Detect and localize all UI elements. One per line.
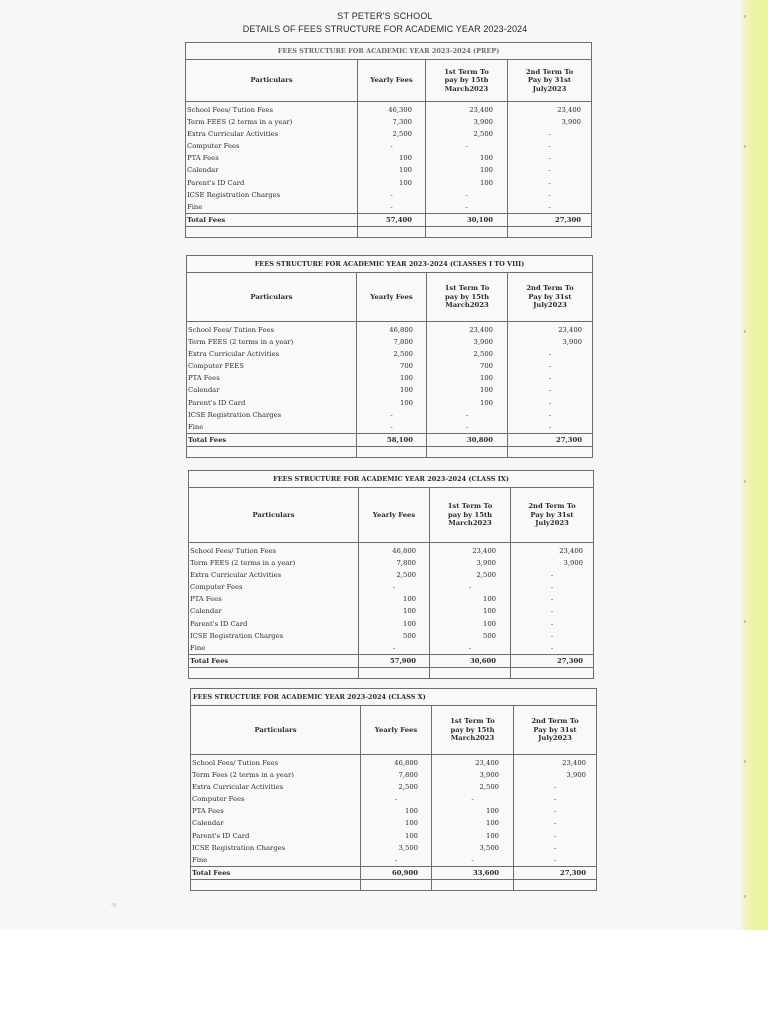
row-label: Parent's ID Card — [190, 619, 248, 628]
yearly-fees-column — [357, 322, 427, 446]
row-label: Parent's ID Card — [187, 178, 245, 187]
fee-cell: - — [471, 795, 474, 804]
total-cell: 30,100 — [426, 213, 507, 226]
fee-cell: 2,500 — [479, 783, 499, 792]
fee-cell: - — [548, 142, 551, 151]
edge-mark — [744, 760, 746, 763]
header-particulars: Particulars — [187, 273, 357, 321]
fee-cell: 2,500 — [476, 571, 496, 580]
fee-cell: 23,400 — [559, 547, 583, 555]
edge-mark — [744, 620, 746, 623]
row-label: School Fees/ Tution Fees — [192, 759, 279, 767]
fee-cell: 3,500 — [398, 843, 418, 852]
row-label: ICSE Registration Charges — [192, 843, 286, 852]
fee-cell: 100 — [403, 595, 416, 604]
fee-cell: 700 — [480, 362, 493, 371]
edge-mark — [744, 330, 746, 333]
total-cell: 27,300 — [508, 433, 592, 446]
fee-cell: 46,800 — [394, 759, 418, 767]
fee-cell: - — [550, 643, 554, 652]
fee-cell: 3,900 — [561, 118, 581, 127]
document-subtitle: DETAILS OF FEES STRUCTURE FOR ACADEMIC YEAR 2023-2024 — [242, 24, 528, 34]
fee-cell: 100 — [480, 374, 493, 383]
total-cell: 57,900 — [359, 654, 429, 667]
fee-cell: - — [465, 142, 468, 151]
fee-cell: 3,900 — [476, 559, 496, 568]
table-footer-row — [189, 667, 593, 678]
row-label: School Fees/ Tution Fees — [188, 326, 275, 334]
fee-cell: 100 — [400, 398, 413, 407]
total-cell: 30,600 — [430, 654, 510, 667]
edge-mark — [744, 145, 746, 148]
fee-cell: 23,400 — [562, 759, 586, 767]
row-label: Extra Curricular Activities — [190, 571, 282, 580]
row-label: ICSE Registration Charges — [187, 190, 281, 199]
fee-cell: - — [465, 190, 468, 199]
row-label: Extra Curricular Activities — [192, 783, 284, 792]
fee-cell: - — [465, 202, 468, 211]
header-yearly: Yearly Fees — [359, 488, 430, 542]
fee-cell: - — [553, 855, 557, 864]
total-label: Total Fees — [186, 213, 357, 226]
fee-cell: 100 — [483, 607, 496, 616]
row-label: Computer FEES — [188, 362, 244, 371]
fee-cell: 100 — [400, 374, 413, 383]
fee-cell: 23,400 — [475, 759, 499, 767]
fee-cell: 500 — [403, 631, 416, 640]
fee-cell: 46,800 — [389, 326, 413, 334]
fee-cell: - — [390, 410, 393, 419]
fee-cell: - — [553, 783, 557, 792]
row-label: Computer Fees — [192, 795, 245, 804]
header-term1: 1st Term To pay by 15th March2023 — [426, 60, 508, 101]
fee-cell: 2,500 — [473, 130, 493, 139]
fee-cell: 100 — [403, 607, 416, 616]
fee-cell: 23,400 — [469, 326, 493, 334]
row-label: PTA Fees — [190, 595, 222, 604]
fee-cell: - — [550, 607, 554, 616]
fee-cell: - — [390, 202, 393, 211]
row-label: Term FEES (2 terms in a year) — [190, 559, 296, 568]
fee-cell: 46,800 — [392, 547, 416, 555]
header-yearly: Yearly Fees — [358, 60, 426, 101]
term1-column — [432, 755, 514, 879]
scan-mark: ·v — [111, 902, 117, 909]
row-label: Computer Fees — [190, 583, 243, 592]
term2-column — [508, 102, 591, 226]
total-cell: 30,800 — [427, 433, 507, 446]
fee-cell: 2,500 — [398, 783, 418, 792]
fee-cell: 100 — [486, 819, 499, 828]
row-label: Parent's ID Card — [192, 831, 250, 840]
fee-cell: - — [465, 410, 469, 419]
fee-cell: 3,900 — [479, 771, 499, 780]
fees-table-class-10 — [190, 688, 597, 891]
table-body — [187, 322, 592, 446]
page-edge-highlight — [742, 0, 768, 930]
table-title: FEES STRUCTURE FOR ACADEMIC YEAR 2023-2024 (CLASS IX) — [189, 471, 593, 488]
fee-cell: 2,500 — [396, 571, 416, 580]
total-label: Total Fees — [189, 654, 358, 667]
row-label: Computer Fees — [187, 142, 240, 151]
row-label: Parent's ID Card — [188, 398, 246, 407]
row-label: PTA Fees — [187, 154, 219, 163]
fee-cell: - — [548, 362, 552, 371]
table-body — [186, 102, 591, 226]
fee-cell: - — [553, 795, 557, 804]
total-cell: 58,100 — [357, 433, 426, 446]
table-body — [191, 755, 596, 879]
fee-cell: - — [550, 571, 554, 580]
fee-cell: - — [390, 142, 393, 151]
fee-cell: - — [553, 831, 557, 840]
row-label: Extra Curricular Activities — [187, 130, 279, 139]
fee-cell: - — [550, 619, 554, 628]
header-term2: 2nd Term To Pay by 31st July2023 — [531, 717, 579, 743]
total-cell: 33,600 — [432, 866, 513, 879]
fee-cell: 100 — [480, 166, 493, 175]
fee-cell: - — [548, 398, 552, 407]
edge-mark — [744, 895, 746, 898]
fees-table-prep — [185, 42, 592, 238]
fee-cell: - — [468, 643, 472, 652]
particulars-column — [186, 102, 358, 226]
fee-cell: - — [548, 178, 551, 187]
fee-cell: 100 — [399, 178, 412, 187]
fee-cell: - — [548, 166, 551, 175]
table-title: FEES STRUCTURE FOR ACADEMIC YEAR 2023-2024 (CLASSES I TO VIII) — [187, 256, 592, 273]
fee-cell: - — [548, 374, 552, 383]
header-term1: 1st Term To pay by 15th March2023 — [432, 706, 514, 754]
fee-cell: 2,500 — [392, 130, 412, 139]
total-cell: 57,400 — [358, 213, 425, 226]
fee-cell: 7,300 — [392, 118, 412, 127]
fee-cell: - — [548, 410, 552, 419]
term2-column — [514, 755, 596, 879]
total-cell: 27,300 — [514, 866, 596, 879]
fee-cell: 100 — [405, 807, 418, 816]
fee-cell: - — [471, 855, 474, 864]
fee-cell: - — [550, 595, 554, 604]
header-yearly: Yearly Fees — [361, 706, 432, 754]
fee-cell: - — [548, 422, 552, 431]
fee-cell: 3,900 — [473, 338, 493, 347]
fee-cell: 100 — [486, 831, 499, 840]
fee-cell: - — [550, 583, 554, 592]
fee-cell: - — [548, 154, 551, 163]
fee-cell: 100 — [405, 831, 418, 840]
fee-cell: 3,900 — [563, 559, 583, 568]
particulars-column — [191, 755, 361, 879]
fee-cell: 500 — [483, 631, 496, 640]
fee-cell: 100 — [480, 154, 493, 163]
row-label: Fine — [187, 202, 203, 211]
table-title: FEES STRUCTURE FOR ACADEMIC YEAR 2023-2024 (PREP) — [186, 43, 591, 60]
term2-column — [511, 543, 593, 667]
total-cell: 60,900 — [361, 866, 431, 879]
fee-cell: 100 — [403, 619, 416, 628]
fee-cell: 3,500 — [479, 843, 499, 852]
row-label: School Fees/ Tution Fees — [190, 547, 277, 555]
yearly-fees-column — [361, 755, 432, 879]
header-term1: 1st Term To pay by 15th March2023 — [430, 488, 511, 542]
table-footer-row — [187, 446, 592, 457]
fee-cell: 100 — [480, 178, 493, 187]
fee-cell: 2,500 — [393, 350, 413, 359]
fee-cell: 100 — [399, 154, 412, 163]
fee-cell: 100 — [405, 819, 418, 828]
row-label: Term FEES (2 terms in a year) — [187, 118, 293, 127]
fee-cell: - — [553, 819, 557, 828]
row-label: Fine — [188, 422, 204, 431]
term1-column — [430, 543, 511, 667]
row-label: Calendar — [192, 819, 224, 828]
particulars-column — [187, 322, 357, 446]
header-term1: 1st Term To pay by 15th March2023 — [427, 273, 508, 321]
fee-cell: 100 — [399, 166, 412, 175]
fee-cell: - — [390, 422, 393, 431]
fee-cell: 3,900 — [562, 338, 582, 347]
fee-cell: 46,300 — [388, 106, 412, 114]
fee-cell: 100 — [483, 619, 496, 628]
table-body — [189, 543, 593, 667]
row-label: School Fees/ Tution Fees — [187, 106, 274, 114]
header-particulars: Particulars — [191, 706, 361, 754]
fee-cell: - — [548, 350, 552, 359]
fee-cell: 3,900 — [566, 771, 586, 780]
term1-column — [427, 322, 508, 446]
fee-cell: - — [392, 643, 396, 652]
fee-cell: - — [390, 190, 393, 199]
fee-cell: - — [392, 583, 396, 592]
fee-cell: 100 — [480, 398, 493, 407]
fees-table-class-9 — [188, 470, 594, 679]
fee-cell: 7,800 — [393, 338, 413, 347]
fee-cell: - — [553, 807, 557, 816]
term1-column — [426, 102, 508, 226]
table-footer-row — [191, 879, 596, 890]
fee-cell: - — [548, 190, 551, 199]
total-label: Total Fees — [191, 866, 360, 879]
fee-cell: - — [548, 202, 551, 211]
row-label: Term FEES (2 terms in a year) — [188, 338, 294, 347]
fee-cell: - — [394, 855, 398, 864]
fee-cell: 23,400 — [557, 106, 581, 114]
particulars-column — [189, 543, 359, 667]
table-footer-row — [186, 226, 591, 237]
fee-cell: 2,500 — [473, 350, 493, 359]
header-term2: 2nd Term To Pay by 31st July2023 — [525, 67, 574, 93]
fee-cell: 700 — [400, 362, 413, 371]
header-particulars: Particulars — [189, 488, 359, 542]
edge-mark — [744, 15, 746, 18]
school-name: ST PETER'S SCHOOL — [337, 11, 433, 21]
fee-cell: 100 — [400, 386, 413, 395]
row-label: ICSE Registration Charges — [188, 410, 282, 419]
row-label: PTA Fees — [192, 807, 224, 816]
fee-cell: - — [550, 631, 554, 640]
row-label: Extra Curricular Activities — [188, 350, 280, 359]
row-label: Fine — [190, 643, 206, 652]
fee-cell: 23,400 — [472, 547, 496, 555]
fee-cell: 23,400 — [558, 326, 582, 334]
fee-cell: 100 — [480, 386, 493, 395]
header-term2: 2nd Term To Pay by 31st July2023 — [528, 502, 576, 528]
row-label: Fine — [192, 855, 208, 864]
fee-cell: 23,400 — [469, 106, 493, 114]
fee-cell: 7,800 — [396, 559, 416, 568]
fee-cell: - — [548, 130, 551, 139]
fees-table-classes-1-8 — [186, 255, 593, 458]
row-label: Calendar — [188, 386, 220, 395]
row-label: Calendar — [187, 166, 219, 175]
fee-cell: 7,800 — [398, 771, 418, 780]
fee-cell: - — [394, 795, 398, 804]
header-term2: 2nd Term To Pay by 31st July2023 — [526, 284, 574, 310]
fee-cell: 3,900 — [473, 118, 493, 127]
fee-cell: - — [468, 583, 472, 592]
fee-cell: 100 — [486, 807, 499, 816]
fee-cell: - — [465, 422, 469, 431]
total-cell: 27,300 — [508, 213, 591, 226]
header-particulars: Particulars — [186, 60, 358, 101]
row-label: Term Fees (2 terms in a year) — [192, 771, 294, 780]
row-label: ICSE Registration Charges — [190, 631, 284, 640]
fee-cell: 100 — [483, 595, 496, 604]
header-yearly: Yearly Fees — [357, 273, 427, 321]
row-label: PTA Fees — [188, 374, 220, 383]
fee-cell: - — [553, 843, 557, 852]
term2-column — [508, 322, 592, 446]
total-label: Total Fees — [187, 433, 356, 446]
fee-cell: - — [548, 386, 552, 395]
yearly-fees-column — [359, 543, 430, 667]
table-title: FEES STRUCTURE FOR ACADEMIC YEAR 2023-2024 (CLASS X) — [191, 689, 596, 706]
total-cell: 27,300 — [511, 654, 593, 667]
row-label: Calendar — [190, 607, 222, 616]
edge-mark — [744, 480, 746, 483]
yearly-fees-column — [358, 102, 426, 226]
